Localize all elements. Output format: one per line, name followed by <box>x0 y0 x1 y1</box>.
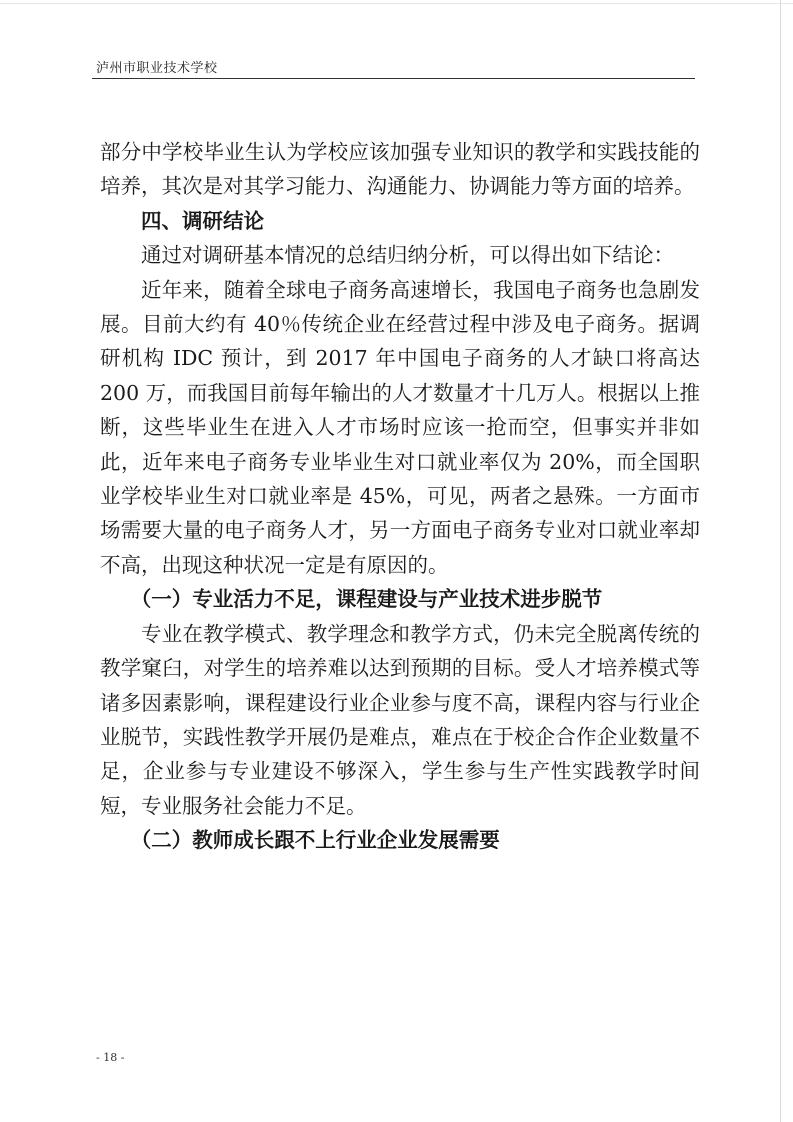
paragraph-continuation: 部分中学校毕业生认为学校应该加强专业知识的教学和实践技能的培养，其次是对其学习能力、沟通能力、协调能力等方面的培养。 <box>100 140 700 199</box>
scan-edge-right <box>780 0 781 1122</box>
scan-edge-top <box>0 3 793 4</box>
section-heading: 四、调研结论 <box>141 208 264 233</box>
paragraph-subsection-1: 专业在教学模式、教学理念和教学方式，仍未完全脱离传统的教学窠臼，对学生的培养难以达到预期的目标。受人才培养模式等诸多因素影响，课程建设行业企业参与度不高，课程内容与行业企业脱节，实践性教学开展仍是难点，难点在于校企合作企业数量不足，企业参与专业建设不够深入，学生参与生产性实践教学时间短，专业服务社会能力不足。 <box>100 621 700 818</box>
header-rule <box>92 78 695 79</box>
subsection-heading-1: （一）专业活力不足，课程建设与产业技术进步脱节 <box>130 587 603 612</box>
document-body <box>100 135 700 858</box>
page-number: - 18 - <box>96 1051 125 1064</box>
page-header-school-name: 泸州市职业技术学校 <box>96 61 218 76</box>
subsection-heading-2: （二）教师成长跟不上行业企业发展需要 <box>130 828 500 853</box>
paragraph-conclusion: 近年来，随着全球电子商务高速增长，我国电子商务也急剧发展。目前大约有 40％传统企业在经营过程中涉及电子商务。据调研机构 IDC 预计，到 2017 年中国电子商务的人才缺口将高达 200 万，而我国目前每年输出的人才数量才十几万人。根据以上推断，这些毕业生在进入人才市场时应该一抢而空，但事实并非如此，近年来电子商务专业毕业生对口就业率仅为 20%，而全国职业学校毕业生对口就业率是 45%，可见，两者之悬殊。一方面市场需要大量的电子商务人才，另一方面电子商务专业对口就业率却不高，出现这种状况一定是有原因的。 <box>100 277 700 577</box>
paragraph-intro: 通过对调研基本情况的总结归纳分析，可以得出如下结论： <box>141 243 674 268</box>
